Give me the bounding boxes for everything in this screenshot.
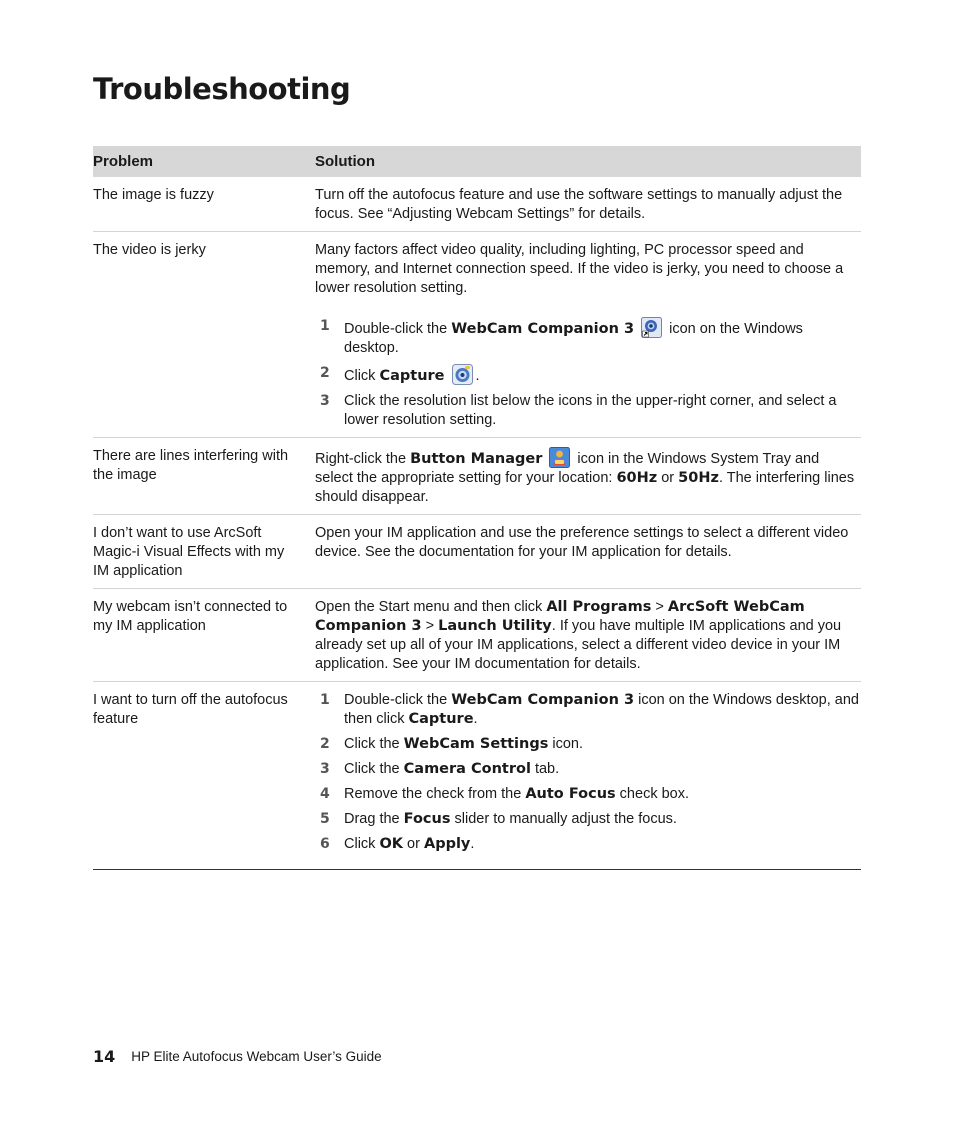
step-bold-text: OK (379, 836, 404, 852)
problem-cell: I don’t want to use ArcSoft Magic-i Visual Effects with my IM application (93, 515, 314, 589)
step-number: 5 (320, 811, 330, 827)
solution-cell (314, 177, 861, 232)
step-text: check box. (615, 786, 689, 802)
step-item (315, 835, 861, 854)
problem-cell: The video is jerky (93, 232, 314, 438)
step-text: Click the (344, 761, 404, 777)
solution-bold-text: 60Hz (616, 470, 658, 486)
solution-text (315, 447, 861, 507)
step-text: Click the (344, 736, 404, 752)
problem-cell: My webcam isn’t connected to my IM application (93, 589, 314, 682)
page-number: 14 (93, 1047, 116, 1066)
troubleshooting-table (93, 146, 861, 870)
solution-text-part: . If you have multiple IM applications and you already set up all of your IM applications, select a different video device in your IM application. See your IM documentation for details. (315, 618, 842, 672)
step-bold-text: Apply (423, 836, 471, 852)
step-number: 2 (320, 736, 330, 752)
step-number: 1 (320, 692, 330, 708)
solution-text: Many factors affect video quality, including lighting, PC processor speed and memory, and Internet connection speed. If the video is jerky, you need to choose a lower resolution setting. (315, 242, 844, 296)
solution-text (315, 598, 861, 674)
table-header-row (93, 146, 861, 177)
step-text: Double-click the (344, 321, 452, 337)
step-bold-text: Capture (408, 711, 474, 727)
step-text: Drag the (344, 811, 404, 827)
step-bold-text: Auto Focus (525, 786, 616, 802)
step-item (315, 364, 861, 386)
step-text: Click the resolution list below the icons in the upper-right corner, and select a lower resolution setting. (344, 393, 837, 428)
solution-text: Turn off the autofocus feature and use the software settings to manually adjust the focus. See “Adjusting Webcam Settings” for details. (315, 187, 843, 222)
solution-text-part: > (651, 599, 668, 615)
step-number: 4 (320, 786, 330, 802)
capture-icon (452, 364, 473, 385)
button-manager-icon (549, 447, 570, 468)
step-number: 1 (320, 318, 330, 334)
step-item (315, 392, 861, 430)
step-bold-text: WebCam Settings (403, 736, 549, 752)
solution-bold-text: All Programs (546, 599, 652, 615)
solution-text-part: . The interfering lines should disappear. (315, 470, 855, 505)
solution-cell (314, 515, 861, 589)
table-row (93, 589, 861, 682)
table-row (93, 438, 861, 515)
solution-bold-text: 50Hz (678, 470, 719, 486)
solution-steps (315, 691, 861, 854)
step-text: icon on the Windows desktop. (344, 321, 803, 356)
solution-column-header: Solution (314, 146, 861, 177)
problem-cell: I want to turn off the autofocus feature (93, 682, 314, 870)
solution-cell (314, 682, 861, 870)
step-item (315, 691, 861, 729)
step-text: icon. (548, 736, 584, 752)
step-text: . (470, 836, 475, 852)
solution-cell (314, 589, 861, 682)
solution-bold-text: ArcSoft WebCam Companion 3 (315, 599, 805, 634)
guide-title: HP Elite Autofocus Webcam User’s Guide (131, 1049, 382, 1064)
step-text: tab. (530, 761, 560, 777)
step-text: . (475, 368, 480, 384)
page-footer (93, 1047, 382, 1066)
step-text: . (473, 711, 478, 727)
step-number: 3 (320, 393, 330, 409)
solution-text-part: > (421, 618, 439, 634)
step-item (315, 785, 861, 804)
page-title: Troubleshooting (93, 72, 351, 106)
table-row (93, 515, 861, 589)
step-text: Click (344, 368, 380, 384)
problem-cell: The image is fuzzy (93, 177, 314, 232)
step-bold-text: WebCam Companion 3 (451, 321, 635, 337)
solution-text: Open your IM application and use the preference settings to select a different video device. See the documentation for your IM application for details. (315, 525, 849, 560)
step-text: icon on the Windows desktop, and then click (344, 692, 859, 727)
step-item (315, 735, 861, 754)
step-number: 2 (320, 365, 330, 381)
solution-bold-text: Launch Utility (438, 618, 552, 634)
step-bold-text: WebCam Companion 3 (451, 692, 635, 708)
problem-column-header: Problem (93, 146, 314, 177)
solution-bold-text: Button Manager (410, 451, 543, 467)
step-number: 6 (320, 836, 330, 852)
webcam-companion-icon (641, 317, 662, 338)
step-text: or (403, 836, 424, 852)
step-item (315, 760, 861, 779)
step-bold-text: Capture (379, 368, 445, 384)
solution-cell (314, 438, 861, 515)
problem-cell: There are lines interfering with the image (93, 438, 314, 515)
step-item (315, 317, 861, 358)
step-text: slider to manually adjust the focus. (450, 811, 677, 827)
step-text: Click (344, 836, 380, 852)
solution-text-part: or (657, 470, 679, 486)
step-bold-text: Focus (403, 811, 451, 827)
step-text: Double-click the (344, 692, 452, 708)
solution-text-part: Open the Start menu and then click (315, 599, 547, 615)
solution-text-part: Right-click the (315, 451, 411, 467)
solution-cell (314, 232, 861, 438)
table-row (93, 682, 861, 870)
solution-text-part: icon in the Windows System Tray and select the appropriate setting for your location: (315, 451, 820, 486)
step-item (315, 810, 861, 829)
step-text: Remove the check from the (344, 786, 526, 802)
table-row (93, 232, 861, 438)
table-row (93, 177, 861, 232)
step-number: 3 (320, 761, 330, 777)
step-bold-text: Camera Control (403, 761, 531, 777)
solution-steps (315, 317, 861, 430)
